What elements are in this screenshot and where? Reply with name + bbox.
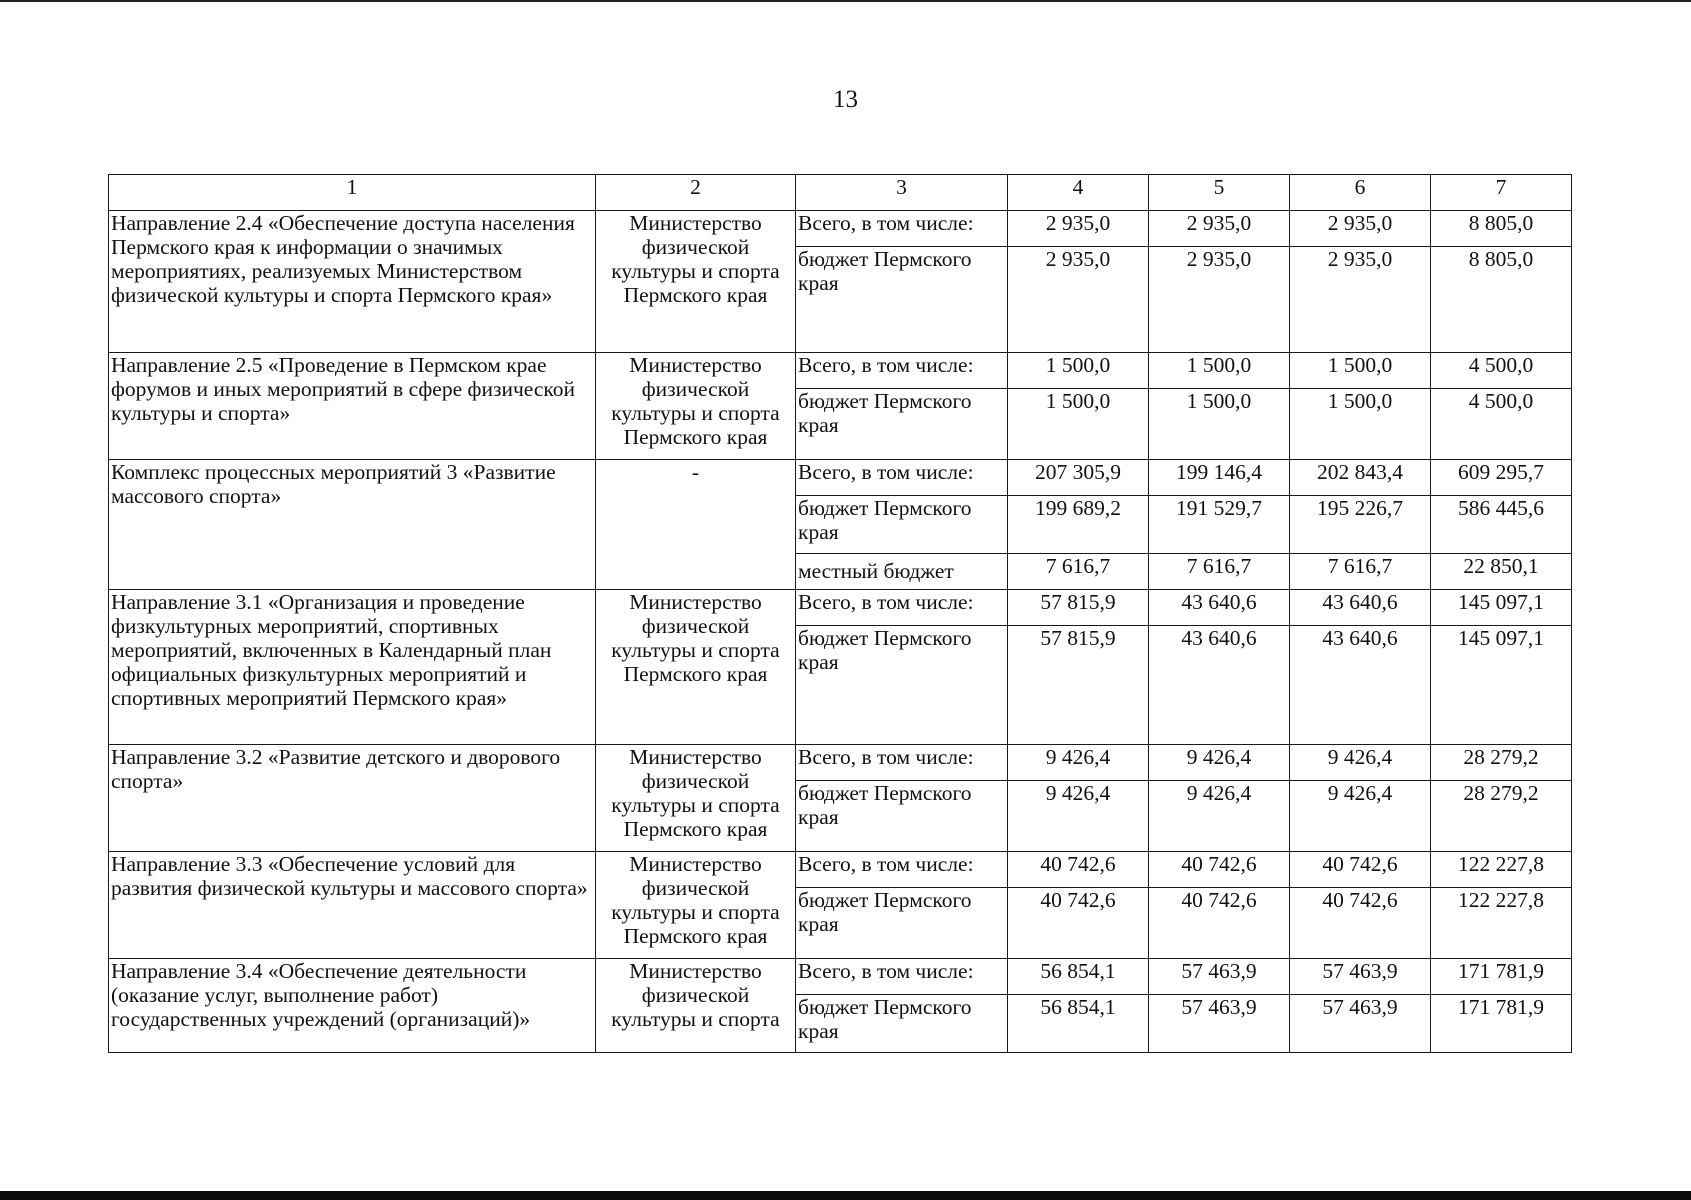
funding-label: бюджет Пермского края bbox=[796, 781, 1008, 852]
value-cell: 199 146,4 bbox=[1149, 460, 1290, 496]
responsible-org: Министерство физической культуры и спорта Пермского края bbox=[596, 745, 796, 852]
funding-label: Всего, в том числе: bbox=[796, 590, 1008, 626]
table-row bbox=[109, 745, 1572, 781]
value-cell: 40 742,6 bbox=[1008, 852, 1149, 888]
value-cell: 9 426,4 bbox=[1008, 781, 1149, 852]
value-cell: 2 935,0 bbox=[1008, 247, 1149, 353]
value-cell: 57 463,9 bbox=[1290, 959, 1431, 995]
value-cell: 4 500,0 bbox=[1431, 353, 1572, 389]
value-cell: 2 935,0 bbox=[1008, 211, 1149, 247]
table-row bbox=[109, 460, 1572, 496]
column-header: 4 bbox=[1008, 175, 1149, 211]
table-row bbox=[109, 852, 1572, 888]
value-cell: 40 742,6 bbox=[1290, 852, 1431, 888]
value-cell: 171 781,9 bbox=[1431, 995, 1572, 1053]
funding-label: местный бюджет bbox=[796, 554, 1008, 590]
value-cell: 57 815,9 bbox=[1008, 626, 1149, 745]
value-cell: 57 463,9 bbox=[1290, 995, 1431, 1053]
value-cell: 28 279,2 bbox=[1431, 745, 1572, 781]
value-cell: 57 463,9 bbox=[1149, 959, 1290, 995]
table-row bbox=[109, 211, 1572, 247]
value-cell: 9 426,4 bbox=[1149, 745, 1290, 781]
activity-name: Направление 2.4 «Обеспечение доступа населения Пермского края к информации о значимых мероприятиях, реализуемых Министерством физической культуры и спорта Пермского края» bbox=[109, 211, 596, 353]
column-header: 3 bbox=[796, 175, 1008, 211]
activity-name: Направление 3.2 «Развитие детского и дворового спорта» bbox=[109, 745, 596, 852]
value-cell: 586 445,6 bbox=[1431, 496, 1572, 554]
value-cell: 1 500,0 bbox=[1290, 389, 1431, 460]
value-cell: 7 616,7 bbox=[1149, 554, 1290, 590]
value-cell: 9 426,4 bbox=[1008, 745, 1149, 781]
responsible-org: - bbox=[596, 460, 796, 590]
value-cell: 1 500,0 bbox=[1149, 353, 1290, 389]
value-cell: 2 935,0 bbox=[1149, 247, 1290, 353]
scan-top-edge bbox=[0, 0, 1691, 2]
activity-name: Комплекс процессных мероприятий 3 «Развитие массового спорта» bbox=[109, 460, 596, 590]
activity-name: Направление 3.1 «Организация и проведение физкультурных мероприятий, спортивных мероприятий, включенных в Календарный план официальных физкультурных мероприятий и спортивных мероприятий Пермского края» bbox=[109, 590, 596, 745]
value-cell: 195 226,7 bbox=[1290, 496, 1431, 554]
value-cell: 9 426,4 bbox=[1149, 781, 1290, 852]
value-cell: 2 935,0 bbox=[1149, 211, 1290, 247]
responsible-org: Министерство физической культуры и спорта bbox=[596, 959, 796, 1053]
table-row bbox=[109, 353, 1572, 389]
value-cell: 28 279,2 bbox=[1431, 781, 1572, 852]
page-number: 13 bbox=[833, 86, 858, 113]
value-cell: 43 640,6 bbox=[1290, 590, 1431, 626]
value-cell: 8 805,0 bbox=[1431, 211, 1572, 247]
funding-label: Всего, в том числе: bbox=[796, 852, 1008, 888]
value-cell: 145 097,1 bbox=[1431, 590, 1572, 626]
value-cell: 2 935,0 bbox=[1290, 247, 1431, 353]
funding-label: бюджет Пермского края bbox=[796, 626, 1008, 745]
value-cell: 199 689,2 bbox=[1008, 496, 1149, 554]
value-cell: 40 742,6 bbox=[1008, 888, 1149, 959]
value-cell: 8 805,0 bbox=[1431, 247, 1572, 353]
table-row bbox=[109, 590, 1572, 626]
activity-name: Направление 2.5 «Проведение в Пермском крае форумов и иных мероприятий в сфере физической культуры и спорта» bbox=[109, 353, 596, 460]
table-row bbox=[109, 959, 1572, 995]
funding-label: Всего, в том числе: bbox=[796, 460, 1008, 496]
funding-label: бюджет Пермского края bbox=[796, 389, 1008, 460]
value-cell: 57 463,9 bbox=[1149, 995, 1290, 1053]
value-cell: 7 616,7 bbox=[1008, 554, 1149, 590]
scan-bottom-edge bbox=[0, 1191, 1691, 1200]
value-cell: 171 781,9 bbox=[1431, 959, 1572, 995]
value-cell: 1 500,0 bbox=[1008, 353, 1149, 389]
value-cell: 40 742,6 bbox=[1149, 888, 1290, 959]
funding-label: Всего, в том числе: bbox=[796, 353, 1008, 389]
value-cell: 145 097,1 bbox=[1431, 626, 1572, 745]
value-cell: 43 640,6 bbox=[1290, 626, 1431, 745]
value-cell: 609 295,7 bbox=[1431, 460, 1572, 496]
value-cell: 56 854,1 bbox=[1008, 959, 1149, 995]
column-header: 5 bbox=[1149, 175, 1290, 211]
responsible-org: Министерство физической культуры и спорта Пермского края bbox=[596, 353, 796, 460]
value-cell: 191 529,7 bbox=[1149, 496, 1290, 554]
funding-label: Всего, в том числе: bbox=[796, 959, 1008, 995]
value-cell: 122 227,8 bbox=[1431, 888, 1572, 959]
value-cell: 22 850,1 bbox=[1431, 554, 1572, 590]
funding-label: бюджет Пермского края bbox=[796, 995, 1008, 1053]
funding-label: Всего, в том числе: bbox=[796, 211, 1008, 247]
funding-label: бюджет Пермского края bbox=[796, 496, 1008, 554]
value-cell: 207 305,9 bbox=[1008, 460, 1149, 496]
budget-table bbox=[108, 174, 1572, 1053]
value-cell: 1 500,0 bbox=[1008, 389, 1149, 460]
column-header: 1 bbox=[109, 175, 596, 211]
value-cell: 202 843,4 bbox=[1290, 460, 1431, 496]
value-cell: 43 640,6 bbox=[1149, 626, 1290, 745]
value-cell: 2 935,0 bbox=[1290, 211, 1431, 247]
activity-name: Направление 3.4 «Обеспечение деятельности (оказание услуг, выполнение работ) государственных учреждений (организаций)» bbox=[109, 959, 596, 1053]
value-cell: 1 500,0 bbox=[1290, 353, 1431, 389]
value-cell: 1 500,0 bbox=[1149, 389, 1290, 460]
value-cell: 43 640,6 bbox=[1149, 590, 1290, 626]
funding-label: Всего, в том числе: bbox=[796, 745, 1008, 781]
activity-name: Направление 3.3 «Обеспечение условий для развития физической культуры и массового спорта» bbox=[109, 852, 596, 959]
funding-label: бюджет Пермского края bbox=[796, 888, 1008, 959]
value-cell: 4 500,0 bbox=[1431, 389, 1572, 460]
column-header: 2 bbox=[596, 175, 796, 211]
value-cell: 7 616,7 bbox=[1290, 554, 1431, 590]
responsible-org: Министерство физической культуры и спорта Пермского края bbox=[596, 590, 796, 745]
table-header-row bbox=[109, 175, 1572, 211]
value-cell: 56 854,1 bbox=[1008, 995, 1149, 1053]
value-cell: 57 815,9 bbox=[1008, 590, 1149, 626]
value-cell: 40 742,6 bbox=[1149, 852, 1290, 888]
funding-label: бюджет Пермского края bbox=[796, 247, 1008, 353]
value-cell: 9 426,4 bbox=[1290, 745, 1431, 781]
responsible-org: Министерство физической культуры и спорта Пермского края bbox=[596, 211, 796, 353]
value-cell: 40 742,6 bbox=[1290, 888, 1431, 959]
value-cell: 122 227,8 bbox=[1431, 852, 1572, 888]
responsible-org: Министерство физической культуры и спорта Пермского края bbox=[596, 852, 796, 959]
column-header: 6 bbox=[1290, 175, 1431, 211]
column-header: 7 bbox=[1431, 175, 1572, 211]
value-cell: 9 426,4 bbox=[1290, 781, 1431, 852]
